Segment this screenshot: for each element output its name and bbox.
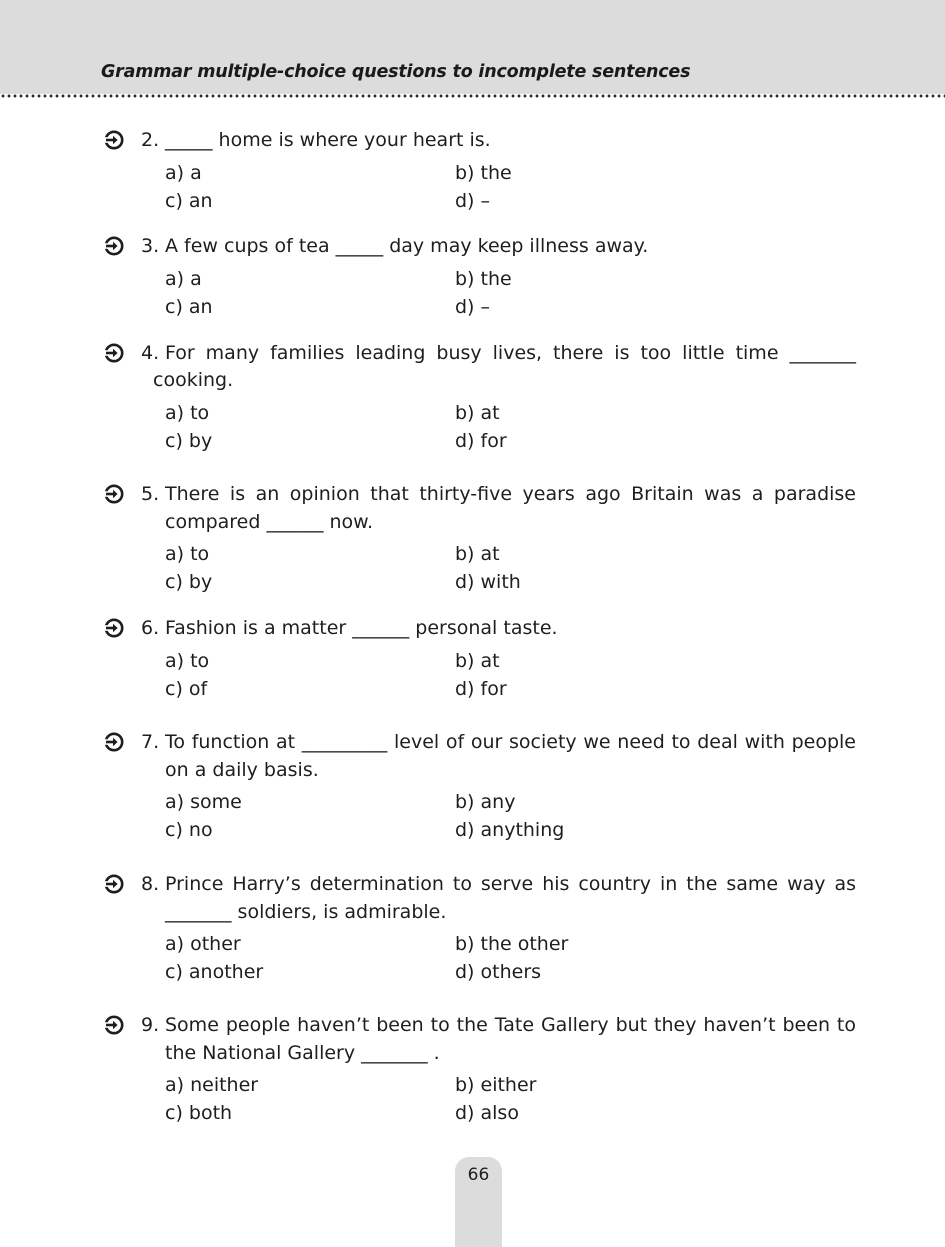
arrow-bullet-icon — [104, 1015, 124, 1035]
answer-option: a) neither — [165, 1074, 259, 1096]
question-stem: Prince Harry’s determination to serve his country in the same way as _______ soldiers, is admirable. — [165, 873, 856, 923]
answer-option: a) a — [165, 162, 202, 184]
arrow-bullet-icon — [104, 618, 124, 638]
answer-option: d) anything — [455, 819, 565, 841]
question-stem: For many families leading busy lives, there is too little time _______ — [165, 342, 856, 364]
answer-option: b) the — [455, 162, 512, 184]
page-number-tab — [455, 1157, 502, 1247]
arrow-bullet-icon — [104, 236, 124, 256]
answer-option: c) by — [165, 430, 213, 452]
answer-option: d) – — [455, 190, 491, 212]
answer-option: a) other — [165, 933, 241, 955]
question-number: 9. — [141, 1014, 160, 1036]
answer-option: b) at — [455, 650, 500, 672]
question-stem: To function at _________ level of our society we need to deal with people on a daily basis. — [165, 731, 856, 781]
answer-option: d) for — [455, 430, 507, 452]
answer-option: c) by — [165, 571, 213, 593]
section-title: Grammar multiple-choice questions to incomplete sentences — [101, 62, 691, 82]
question-number: 5. — [141, 483, 160, 505]
page-header — [0, 0, 945, 94]
question-number: 2. — [141, 129, 160, 151]
arrow-bullet-icon — [104, 343, 124, 363]
answer-option: d) also — [455, 1102, 519, 1124]
answer-option: c) of — [165, 678, 208, 700]
answer-option: a) some — [165, 791, 242, 813]
answer-option: b) the — [455, 268, 512, 290]
answer-option: d) with — [455, 571, 521, 593]
question-stem: A few cups of tea _____ day may keep illness away. — [165, 235, 649, 257]
answer-option: a) a — [165, 268, 202, 290]
answer-option: c) an — [165, 296, 213, 318]
answer-option: d) for — [455, 678, 507, 700]
question-number: 8. — [141, 873, 160, 895]
arrow-bullet-icon — [104, 130, 124, 150]
question-stem: There is an opinion that thirty-five years ago Britain was a paradise compared ______ now. — [165, 483, 856, 533]
answer-option: a) to — [165, 650, 210, 672]
answer-option: a) to — [165, 543, 210, 565]
answer-option: b) the other — [455, 933, 569, 955]
question-stem: Fashion is a matter ______ personal taste. — [165, 617, 558, 639]
answer-option: a) to — [165, 402, 210, 424]
question-stem: Some people haven’t been to the Tate Gallery but they haven’t been to the National Gallery _______ . — [165, 1014, 856, 1064]
question-number: 6. — [141, 617, 160, 639]
dotted-divider — [0, 94, 945, 98]
question-stem-continuation: cooking. — [153, 369, 234, 391]
answer-option: b) any — [455, 791, 516, 813]
answer-option: c) both — [165, 1102, 233, 1124]
answer-option: c) an — [165, 190, 213, 212]
arrow-bullet-icon — [104, 732, 124, 752]
question-number: 3. — [141, 235, 160, 257]
question-number: 7. — [141, 731, 160, 753]
answer-option: d) others — [455, 961, 542, 983]
arrow-bullet-icon — [104, 484, 124, 504]
arrow-bullet-icon — [104, 874, 124, 894]
answer-option: c) another — [165, 961, 264, 983]
answer-option: d) – — [455, 296, 491, 318]
answer-option: b) either — [455, 1074, 537, 1096]
question-number: 4. — [141, 342, 160, 364]
answer-option: b) at — [455, 543, 500, 565]
answer-option: b) at — [455, 402, 500, 424]
question-stem: _____ home is where your heart is. — [165, 129, 491, 151]
page-number: 66 — [467, 1165, 490, 1185]
answer-option: c) no — [165, 819, 213, 841]
